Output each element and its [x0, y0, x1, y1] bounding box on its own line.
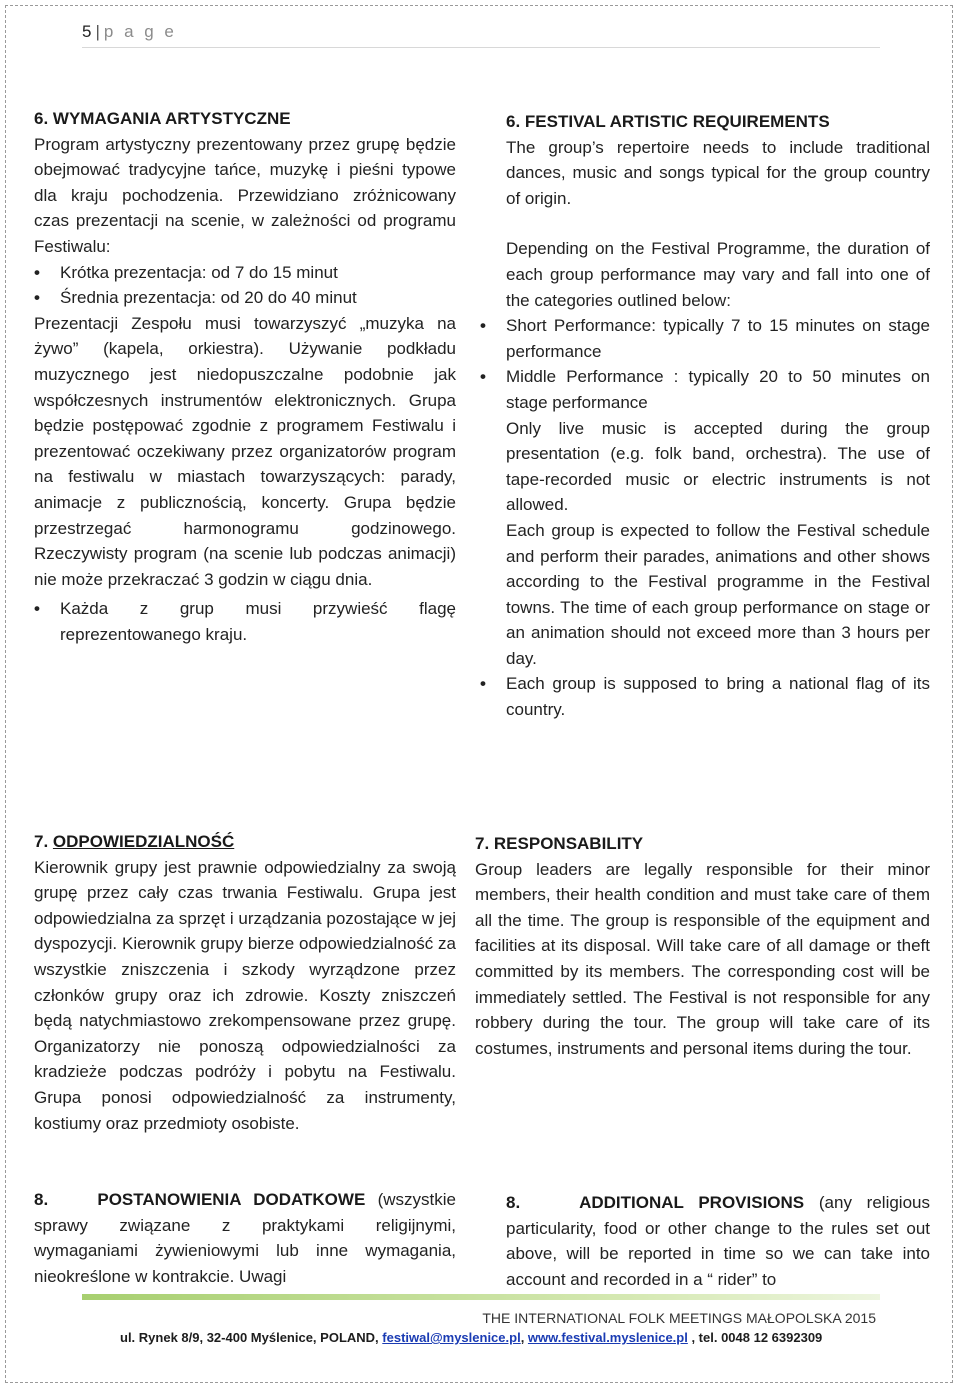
list-item: • Każda z grup musi przywieść flagę reprezentowanego kraju.: [34, 596, 456, 647]
section-6-pl-heading: 6. WYMAGANIA ARTYSTYCZNE: [34, 109, 291, 128]
section-7-pl-body: Kierownik grupy jest prawnie odpowiedzialny za swoją grupę przez cały czas trwania Festiwalu. Grupa jest odpowiedzialna za sprzęt i urządzania pozostające w jej dyspozycji. Kierownik grupy bierze odpowiedzialność za wszystkie zniszczenia i szkody wyrządzone przez członków grupy oraz ich zdrowie. Koszty zniszczeń będą natychmiastowo zrekompensowane przez grupę. Organizatorzy nie ponoszą odpowiedzialności za kradzieże podczas podróży i pobytu na Festiwalu. Grupa ponosi odpowiedzialność za instrumenty, kostiumy oraz przedmioty osobiste.: [34, 857, 456, 1133]
list-item: • Krótka prezentacja: od 7 do 15 minut: [34, 260, 456, 286]
footer-email-link[interactable]: festiwal@myslenice.pl: [382, 1330, 521, 1345]
section-8-pl-number: 8.: [34, 1190, 49, 1209]
section-8-pl-text: (wszystkie sprawy związane z praktykami religijnymi, wymaganiami żywieniowymi lub inne wymagania, nieokreślone w kontrakcie. Uwagi: [34, 1190, 456, 1286]
section-8-en-body: [506, 1190, 930, 1292]
section-6-pl: [34, 106, 456, 647]
section-7-pl-heading: [34, 829, 456, 855]
section-6-pl-list-2: [34, 596, 456, 647]
section-8-pl-title: POSTANOWIENIA DODATKOWE: [97, 1190, 366, 1209]
section-8-pl-body: [34, 1187, 456, 1289]
section-8-en-number: 8.: [506, 1193, 521, 1212]
section-6-en: [480, 109, 930, 723]
header-rule: [82, 47, 880, 48]
section-6-en-intro: The group’s repertoire needs to include traditional dances, music and songs typical for the group country of origin.: [506, 137, 930, 208]
footer-website-link[interactable]: www.festival.myslenice.pl: [527, 1330, 688, 1345]
section-7-pl: [34, 829, 456, 1136]
section-7-pl-number: 7.: [34, 832, 49, 851]
section-6-en-list-2: [480, 671, 930, 722]
section-8-en-text: (any religious particularity, food or other change to the rules set out above, will be reported in time so we can take into account and recorded in a “ rider” to: [506, 1193, 930, 1289]
section-6-en-schedule: Each group is expected to follow the Festival schedule and perform their parades, animations and other shows according to the Festival programme in the Festival towns. The time of each group performance on stage or an animation should not exceed more than 3 hours per day.: [506, 520, 930, 668]
section-6-en-heading: 6. FESTIVAL ARTISTIC REQUIREMENTS: [506, 112, 830, 131]
list-item: • Short Performance: typically 7 to 15 minutes on stage performance: [480, 313, 930, 364]
section-8-en-title: ADDITIONAL PROVISIONS: [579, 1193, 805, 1212]
section-8-en: [506, 1190, 930, 1292]
page-number: 5: [82, 22, 92, 41]
list-item: • Each group is supposed to bring a national flag of its country.: [480, 671, 930, 722]
section-7-en-heading: 7. RESPONSABILITY: [475, 834, 644, 853]
section-7-en: [475, 831, 930, 1061]
footer-sep: ,: [520, 1330, 528, 1345]
footer-bar: [82, 1294, 880, 1300]
list-item: • Middle Performance : typically 20 to 50 minutes on stage performance: [480, 364, 930, 415]
section-6-pl-list: [34, 260, 456, 311]
list-item: • Średnia prezentacja: od 20 do 40 minut: [34, 285, 456, 311]
footer-title: THE INTERNATIONAL FOLK MEETINGS MAŁOPOLSKA 2015: [482, 1310, 876, 1326]
section-6-pl-body: Prezentacji Zespołu musi towarzyszyć „muzyka na żywo” (kapela, orkiestra). Używanie podkładu muzycznego jest niedopuszczalne podobnie jak współczesnych instrumentów elektronicznych. Grupa będzie postępować zgodnie z programem Festiwalu i prezentować oczekiwany przez organizatorów program na festiwalu w miastach towarzyszących: parady, animacje z publicznością, koncerty. Grupa będzie przestrzegać harmonogramu godzinowego. Rzeczywisty program (na scenie lub podczas animacji) nie może przekraczać 3 godzin w ciągu dnia.: [34, 313, 456, 589]
section-6-en-music: Only live music is accepted during the group presentation (e.g. folk band, orchestra). The use of tape-recorded music or electric instruments is not allowed.: [506, 418, 930, 515]
section-7-en-body: Group leaders are legally responsible for their minor members, their health condition and must take care of them all the time. The group is responsible of the equipment and facilities at its disposal. Will take care of all damage or theft committed by its members. The corresponding cost will be immediately settled. The Festival is not responsible for any robbery during the tour. The group will take care of its costumes, instruments and personal items during the tour.: [475, 859, 930, 1058]
footer-phone: , tel. 0048 12 6392309: [687, 1330, 823, 1345]
footer-contact: [120, 1330, 822, 1345]
section-6-en-duration: Depending on the Festival Programme, the duration of each group performance may vary and fall into one of the categories outlined below:: [506, 239, 930, 310]
footer-address: ul. Rynek 8/9, 32-400 Myślenice, POLAND,: [120, 1330, 383, 1345]
section-6-pl-intro: Program artystyczny prezentowany przez grupę będzie obejmować tradycyjne tańce, muzykę i pieśni typowe dla kraju pochodzenia. Przewidziano zróżnicowany czas prezentacji na scenie, w zależności od programu Festiwalu:: [34, 134, 456, 256]
section-7-pl-title: ODPOWIEDZIALNOŚĆ: [52, 832, 235, 851]
page-label: p a g e: [103, 22, 177, 41]
section-8-pl: [34, 1187, 456, 1289]
page-separator: |: [95, 22, 100, 41]
page-header: [82, 22, 177, 42]
section-6-en-list: [480, 313, 930, 415]
